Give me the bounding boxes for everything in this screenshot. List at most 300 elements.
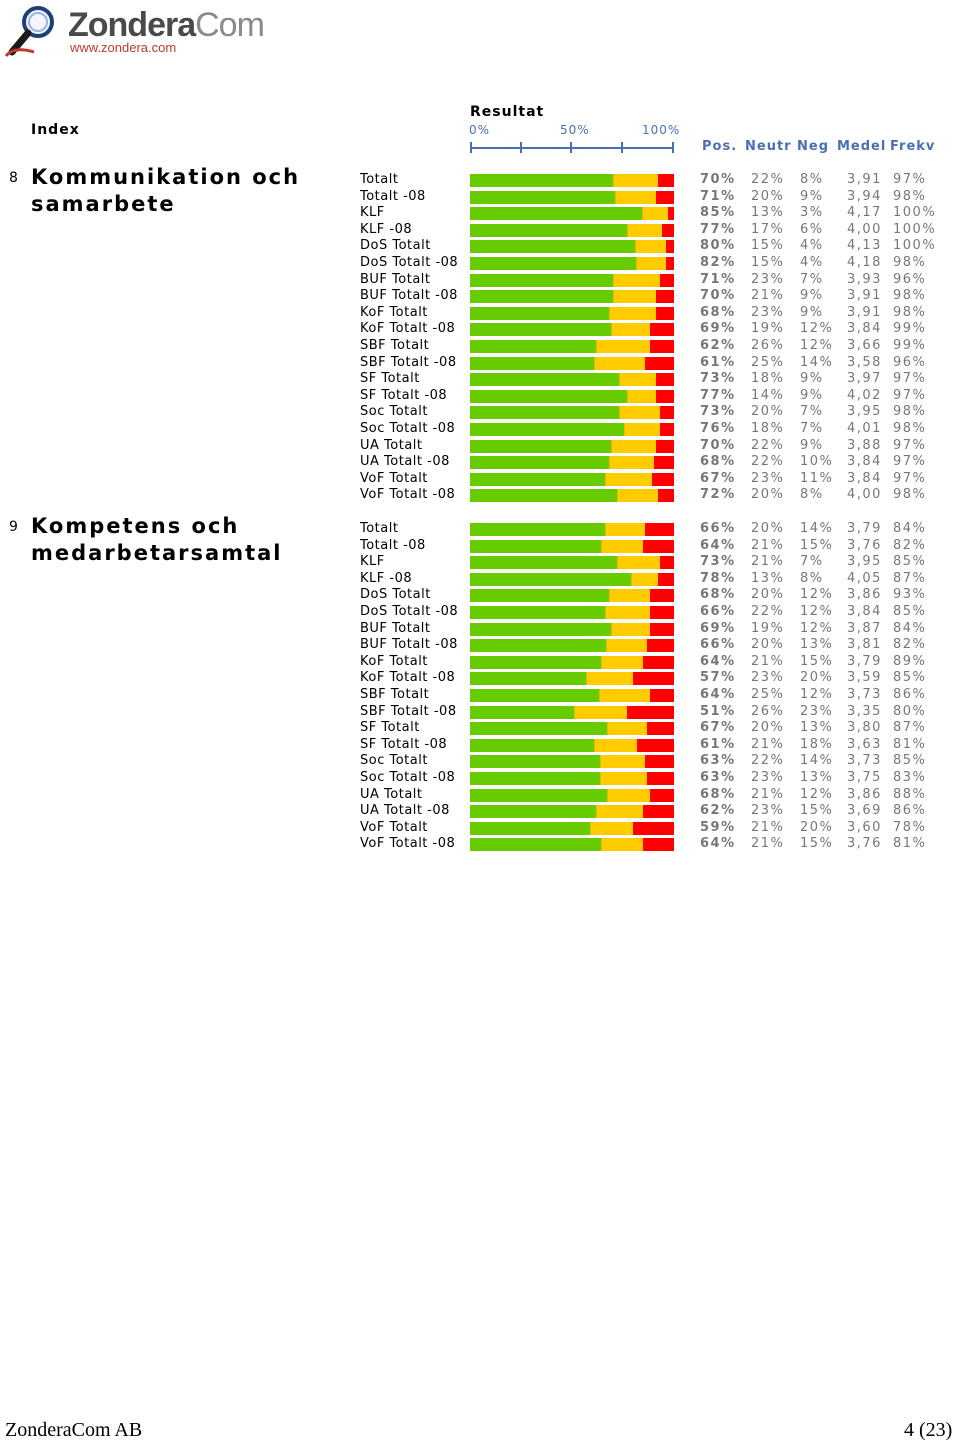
value-frekv: 98%: [893, 421, 927, 436]
scale-tick: [621, 142, 623, 153]
value-neutr: 23%: [751, 304, 785, 320]
row-label: VoF Totalt: [360, 819, 428, 835]
bar-segment-neutral: [631, 573, 658, 586]
value-pos: 70%: [700, 288, 736, 304]
bar-segment-neutral: [619, 373, 656, 386]
value-frekv: 97%: [893, 437, 927, 453]
result-bar: [470, 274, 674, 287]
bar-segment-negative: [647, 639, 674, 652]
bar-segment-negative: [643, 656, 674, 669]
bar-segment-positive: [470, 739, 594, 752]
row-label: Totalt -08: [360, 537, 426, 553]
value-medel: 3,84: [847, 470, 882, 486]
value-neutr: 21%: [751, 786, 785, 802]
value-neutr: 20%: [751, 404, 785, 420]
bar-segment-neutral: [590, 822, 633, 835]
value-medel: 3,94: [847, 188, 882, 204]
row-label: Totalt: [360, 172, 399, 187]
value-pos: 76%: [700, 421, 736, 436]
result-bar: [470, 257, 674, 270]
column-header-neg: Neg: [797, 139, 830, 154]
row-label: SF Totalt: [360, 720, 420, 736]
bar-segment-neutral: [609, 456, 654, 469]
table-row: [0, 321, 960, 338]
value-neg: 7%: [800, 404, 824, 420]
bar-segment-negative: [643, 838, 674, 851]
value-medel: 3,63: [847, 736, 882, 752]
value-neg: 12%: [800, 338, 834, 353]
value-neutr: 13%: [751, 205, 785, 221]
row-label: SF Totalt -08: [360, 387, 448, 403]
value-neg: 4%: [800, 238, 824, 254]
value-pos: 73%: [700, 404, 736, 420]
value-neg: 9%: [800, 387, 824, 403]
value-neg: 13%: [800, 637, 834, 653]
bar-segment-neutral: [611, 440, 655, 453]
value-neutr: 20%: [751, 487, 785, 503]
value-pos: 63%: [700, 770, 736, 785]
bar-segment-neutral: [613, 174, 658, 187]
bar-segment-negative: [647, 722, 674, 735]
value-frekv: 87%: [893, 570, 927, 586]
bar-segment-neutral: [596, 805, 643, 818]
bar-segment-negative: [658, 573, 674, 586]
value-frekv: 96%: [893, 354, 927, 370]
value-medel: 4,18: [847, 255, 882, 270]
value-neg: 6%: [800, 221, 824, 237]
value-neutr: 23%: [751, 470, 785, 486]
result-bar: [470, 489, 674, 502]
row-label: KoF Totalt: [360, 304, 428, 320]
scale-axis: [470, 147, 674, 149]
value-medel: 4,01: [847, 421, 882, 436]
value-frekv: 85%: [893, 554, 927, 570]
value-neg: 11%: [800, 470, 834, 486]
value-neg: 18%: [800, 736, 834, 752]
result-bar: [470, 224, 674, 237]
value-frekv: 82%: [893, 537, 927, 553]
result-bar: [470, 755, 674, 768]
value-neutr: 21%: [751, 836, 785, 852]
value-medel: 3,87: [847, 620, 882, 636]
value-pos: 61%: [700, 354, 736, 370]
value-frekv: 81%: [893, 736, 927, 752]
row-label: SBF Totalt -08: [360, 354, 457, 370]
value-pos: 69%: [700, 620, 736, 636]
table-row: [0, 471, 960, 488]
result-bar: [470, 822, 674, 835]
value-neutr: 22%: [751, 172, 785, 187]
value-pos: 85%: [700, 205, 736, 221]
result-bar: [470, 606, 674, 619]
result-bar: [470, 340, 674, 353]
value-neg: 12%: [800, 321, 834, 337]
value-neutr: 20%: [751, 637, 785, 653]
value-neutr: 21%: [751, 554, 785, 570]
value-frekv: 84%: [893, 620, 927, 636]
table-row: [0, 421, 960, 438]
value-neg: 14%: [800, 521, 834, 536]
value-medel: 3,91: [847, 288, 882, 304]
table-row: [0, 687, 960, 704]
bar-segment-negative: [637, 739, 674, 752]
result-bar: [470, 556, 674, 569]
bar-segment-neutral: [599, 689, 649, 702]
value-medel: 4,13: [847, 238, 882, 254]
value-frekv: 96%: [893, 271, 927, 287]
bar-segment-positive: [470, 589, 609, 602]
value-neutr: 23%: [751, 803, 785, 819]
row-label: SF Totalt -08: [360, 736, 448, 752]
bar-segment-neutral: [607, 722, 648, 735]
value-neg: 8%: [800, 487, 824, 503]
value-frekv: 85%: [893, 670, 927, 686]
value-neg: 8%: [800, 172, 824, 187]
column-header-frekv: Frekv: [890, 139, 936, 154]
result-bar: [470, 240, 674, 253]
value-neg: 15%: [800, 537, 834, 553]
bar-segment-positive: [470, 523, 605, 536]
row-label: SBF Totalt -08: [360, 703, 457, 719]
value-pos: 72%: [700, 487, 736, 503]
table-row: [0, 521, 960, 538]
result-bar: [470, 456, 674, 469]
result-bar: [470, 789, 674, 802]
value-neutr: 20%: [751, 188, 785, 204]
column-header-medel: Medel: [837, 139, 887, 154]
table-row: [0, 770, 960, 787]
table-row: [0, 189, 960, 206]
table-row: [0, 538, 960, 555]
bar-segment-neutral: [611, 623, 650, 636]
value-medel: 3,35: [847, 703, 882, 719]
row-label: UA Totalt: [360, 786, 423, 802]
value-frekv: 98%: [893, 188, 927, 204]
bar-segment-negative: [660, 274, 674, 287]
bar-segment-negative: [656, 440, 674, 453]
value-neg: 9%: [800, 437, 824, 453]
table-row: [0, 720, 960, 737]
value-neutr: 23%: [751, 670, 785, 686]
row-label: Totalt: [360, 521, 399, 536]
bar-segment-negative: [660, 556, 674, 569]
bar-segment-positive: [470, 406, 619, 419]
value-medel: 3,60: [847, 819, 882, 835]
value-medel: 4,17: [847, 205, 882, 221]
bar-segment-neutral: [596, 340, 649, 353]
bar-segment-neutral: [613, 274, 659, 287]
table-row: [0, 787, 960, 804]
value-neutr: 25%: [751, 354, 785, 370]
table-row: [0, 355, 960, 372]
value-pos: 67%: [700, 470, 736, 486]
value-frekv: 88%: [893, 786, 927, 802]
row-label: VoF Totalt: [360, 470, 428, 486]
value-pos: 64%: [700, 687, 736, 702]
value-medel: 3,91: [847, 172, 882, 187]
bar-segment-positive: [470, 207, 642, 220]
value-neg: 12%: [800, 604, 834, 619]
value-frekv: 85%: [893, 604, 927, 619]
bar-segment-neutral: [617, 556, 659, 569]
value-neutr: 13%: [751, 570, 785, 586]
value-neutr: 20%: [751, 587, 785, 603]
value-neg: 8%: [800, 570, 824, 586]
value-medel: 3,93: [847, 271, 882, 287]
value-neutr: 18%: [751, 421, 785, 436]
row-label: KLF -08: [360, 570, 413, 586]
table-row: [0, 637, 960, 654]
value-pos: 62%: [700, 803, 736, 819]
value-medel: 3,84: [847, 454, 882, 470]
bar-segment-negative: [650, 589, 674, 602]
table-row: [0, 654, 960, 671]
value-neg: 12%: [800, 620, 834, 636]
bar-segment-negative: [658, 174, 674, 187]
value-frekv: 86%: [893, 687, 927, 702]
value-medel: 4,00: [847, 487, 882, 503]
value-pos: 63%: [700, 753, 736, 769]
result-bar: [470, 722, 674, 735]
value-neutr: 23%: [751, 271, 785, 287]
table-row: [0, 571, 960, 588]
value-frekv: 100%: [893, 238, 937, 254]
value-neg: 12%: [800, 687, 834, 702]
bar-segment-neutral: [594, 357, 645, 370]
value-medel: 3,95: [847, 554, 882, 570]
bar-segment-positive: [470, 772, 600, 785]
value-neutr: 15%: [751, 255, 785, 270]
bar-segment-positive: [470, 489, 617, 502]
bar-segment-positive: [470, 473, 605, 486]
bar-segment-neutral: [609, 589, 650, 602]
value-medel: 3,79: [847, 521, 882, 536]
value-frekv: 100%: [893, 205, 937, 221]
value-neutr: 22%: [751, 604, 785, 619]
bar-segment-positive: [470, 340, 596, 353]
value-neutr: 20%: [751, 521, 785, 536]
value-medel: 3,76: [847, 836, 882, 852]
value-pos: 71%: [700, 271, 736, 287]
value-pos: 62%: [700, 338, 736, 353]
bar-segment-negative: [660, 423, 674, 436]
row-label: KoF Totalt: [360, 653, 428, 669]
value-neutr: 21%: [751, 288, 785, 304]
bar-segment-neutral: [586, 672, 633, 685]
value-medel: 3,81: [847, 637, 882, 653]
scale-label-100: 100%: [642, 123, 681, 137]
value-pos: 66%: [700, 521, 736, 536]
bar-segment-negative: [633, 822, 674, 835]
bar-segment-neutral: [607, 789, 649, 802]
value-pos: 68%: [700, 304, 736, 320]
value-frekv: 97%: [893, 470, 927, 486]
bar-segment-neutral: [624, 423, 660, 436]
value-medel: 4,05: [847, 570, 882, 586]
section-title: Kompetens och medarbetarsamtal: [31, 514, 283, 565]
bar-segment-negative: [650, 340, 674, 353]
value-neutr: 21%: [751, 537, 785, 553]
value-neutr: 17%: [751, 221, 785, 237]
table-row: [0, 836, 960, 853]
value-neg: 4%: [800, 255, 824, 270]
column-header-pos: Pos.: [702, 139, 738, 154]
bar-segment-positive: [470, 722, 607, 735]
table-row: [0, 803, 960, 820]
bar-segment-neutral: [635, 240, 666, 253]
row-label: SBF Totalt: [360, 338, 430, 353]
value-medel: 3,95: [847, 404, 882, 420]
table-row: [0, 454, 960, 471]
value-pos: 71%: [700, 188, 736, 204]
bar-segment-positive: [470, 573, 631, 586]
row-label: BUF Totalt: [360, 271, 431, 287]
value-neg: 3%: [800, 205, 824, 221]
table-row: [0, 272, 960, 289]
table-row: [0, 704, 960, 721]
value-neg: 15%: [800, 653, 834, 669]
value-frekv: 93%: [893, 587, 927, 603]
value-pos: 64%: [700, 836, 736, 852]
value-medel: 4,00: [847, 221, 882, 237]
value-frekv: 82%: [893, 637, 927, 653]
table-row: [0, 604, 960, 621]
value-neutr: 22%: [751, 753, 785, 769]
value-neg: 7%: [800, 421, 824, 436]
bar-segment-negative: [656, 390, 674, 403]
result-bar: [470, 772, 674, 785]
row-label: UA Totalt -08: [360, 803, 450, 819]
bar-segment-neutral: [609, 307, 656, 320]
row-label: BUF Totalt -08: [360, 637, 458, 653]
bar-segment-neutral: [636, 257, 666, 270]
bar-segment-negative: [645, 755, 674, 768]
row-label: Soc Totalt -08: [360, 421, 456, 436]
section-title: Kommunikation och samarbete: [31, 165, 301, 216]
row-label: BUF Totalt -08: [360, 288, 458, 304]
value-pos: 64%: [700, 653, 736, 669]
value-medel: 3,79: [847, 653, 882, 669]
row-label: KLF: [360, 205, 385, 221]
bar-segment-negative: [654, 456, 674, 469]
result-bar: [470, 174, 674, 187]
bar-segment-negative: [650, 623, 674, 636]
bar-segment-neutral: [594, 739, 637, 752]
row-label: Soc Totalt: [360, 404, 428, 420]
result-bar: [470, 838, 674, 851]
value-pos: 51%: [700, 703, 736, 719]
table-row: [0, 388, 960, 405]
bar-segment-positive: [470, 423, 624, 436]
bar-segment-negative: [645, 357, 674, 370]
value-neg: 23%: [800, 703, 834, 719]
result-bar: [470, 656, 674, 669]
value-neg: 9%: [800, 304, 824, 320]
bar-segment-neutral: [617, 489, 658, 502]
value-pos: 73%: [700, 371, 736, 387]
value-medel: 3,73: [847, 753, 882, 769]
zondera-logo: [4, 2, 284, 60]
magnifier-logo-icon: [4, 2, 64, 60]
value-frekv: 100%: [893, 221, 937, 237]
value-neutr: 25%: [751, 687, 785, 702]
value-frekv: 97%: [893, 454, 927, 470]
bar-segment-neutral: [601, 540, 644, 553]
bar-segment-positive: [470, 606, 605, 619]
value-neutr: 19%: [751, 620, 785, 636]
result-bar: [470, 639, 674, 652]
logo-url: www.zondera.com: [70, 40, 177, 55]
table-row: [0, 670, 960, 687]
value-frekv: 87%: [893, 720, 927, 736]
row-label: DoS Totalt -08: [360, 255, 459, 270]
bar-segment-negative: [656, 307, 674, 320]
bar-segment-neutral: [613, 290, 656, 303]
table-row: [0, 305, 960, 322]
value-frekv: 89%: [893, 653, 927, 669]
value-neutr: 21%: [751, 653, 785, 669]
bar-segment-neutral: [601, 656, 644, 669]
logo-brand: ZonderaCom: [68, 6, 264, 44]
result-bar: [470, 290, 674, 303]
value-frekv: 98%: [893, 404, 927, 420]
result-bar: [470, 573, 674, 586]
bar-segment-positive: [470, 191, 615, 204]
row-label: DoS Totalt -08: [360, 604, 459, 619]
value-pos: 59%: [700, 819, 736, 835]
value-frekv: 98%: [893, 487, 927, 503]
bar-segment-positive: [470, 373, 619, 386]
table-row: [0, 288, 960, 305]
value-frekv: 97%: [893, 387, 927, 403]
bar-segment-neutral: [574, 706, 627, 719]
bar-segment-positive: [470, 822, 590, 835]
row-label: DoS Totalt: [360, 587, 431, 603]
value-medel: 3,91: [847, 304, 882, 320]
bar-segment-negative: [627, 706, 674, 719]
bar-segment-neutral: [627, 390, 656, 403]
value-neutr: 18%: [751, 371, 785, 387]
bar-segment-neutral: [600, 772, 647, 785]
result-bar: [470, 207, 674, 220]
result-bar: [470, 357, 674, 370]
result-bar: [470, 423, 674, 436]
bar-segment-positive: [470, 639, 606, 652]
value-neutr: 23%: [751, 770, 785, 785]
index-header: Index: [31, 122, 80, 138]
bar-segment-negative: [643, 805, 674, 818]
value-frekv: 99%: [893, 321, 927, 337]
bar-segment-positive: [470, 174, 613, 187]
result-bar: [470, 672, 674, 685]
bar-segment-neutral: [611, 323, 650, 336]
value-medel: 3,84: [847, 321, 882, 337]
scale-label-50: 50%: [560, 123, 590, 137]
value-neutr: 19%: [751, 321, 785, 337]
bar-segment-negative: [666, 240, 674, 253]
bar-segment-positive: [470, 257, 636, 270]
result-bar: [470, 191, 674, 204]
value-medel: 3,88: [847, 437, 882, 453]
bar-segment-negative: [652, 473, 674, 486]
bar-segment-positive: [470, 307, 609, 320]
bar-segment-positive: [470, 456, 609, 469]
result-bar: [470, 805, 674, 818]
value-frekv: 98%: [893, 288, 927, 304]
value-medel: 3,76: [847, 537, 882, 553]
bar-segment-positive: [470, 290, 613, 303]
result-bar: [470, 523, 674, 536]
